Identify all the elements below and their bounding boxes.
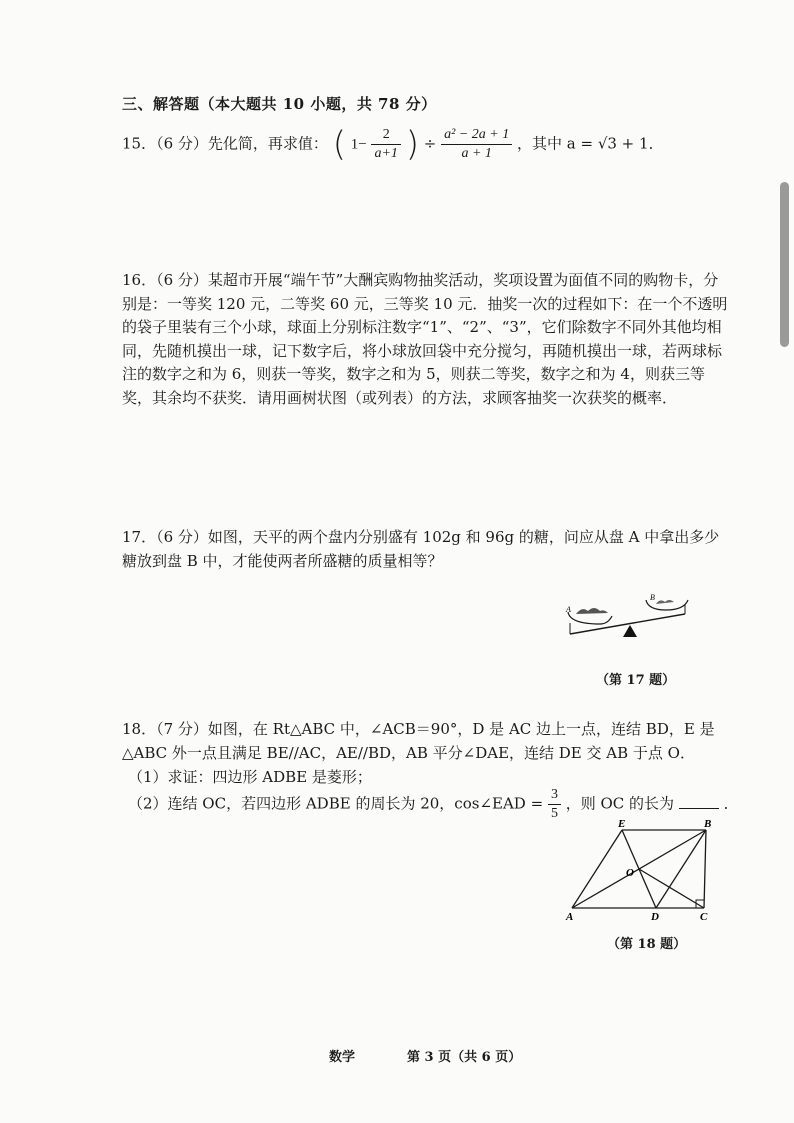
q18-part2-b: ，则 OC 的长为 (565, 794, 675, 813)
question-18-line-2: △ABC 外一点且满足 BE//AC，AE//BD，AB 平分∠DAE，连结 DE 交 AB 于点 O． (122, 744, 695, 762)
segment-bc (704, 830, 706, 908)
q15-f1-numerator: 2 (371, 126, 400, 145)
sugar-a (576, 608, 608, 614)
figure-18-caption: （第 18 题） (607, 937, 687, 952)
q15-f2-numerator: a² − 2a + 1 (441, 126, 512, 145)
q15-fraction-1 (371, 126, 400, 163)
q15-prefix: 15．（6 分）先化简，再求值： (122, 134, 328, 153)
label-e: E (618, 818, 626, 830)
q15-suffix: ，其中 a = √3 + 1． (517, 134, 664, 153)
q18-part2-end: ． (723, 794, 739, 813)
question-18-part-1: （1）求证：四边形 ADBE 是菱形； (128, 768, 372, 786)
balance-scale-figure (560, 590, 700, 650)
q15-f2-denominator: a + 1 (461, 146, 492, 161)
q15-fraction-2 (441, 126, 512, 163)
q15-f1-denominator: a+1 (374, 146, 398, 161)
label-b: B (650, 593, 655, 602)
label-a: A (566, 911, 574, 923)
q18-cos-den: 5 (550, 806, 558, 821)
q15-div: ÷ (423, 134, 437, 153)
rhombus-figure (560, 818, 720, 930)
label-a: A (566, 605, 571, 614)
footer-subject: 数学 (329, 1050, 356, 1065)
question-18-line-1: 18．（7 分）如图，在 Rt△ABC 中，∠ACB＝90°，D 是 AC 边上一点，连结 BD，E 是 (122, 720, 715, 738)
right-paren: ) (405, 124, 419, 165)
q18-cos-fraction (548, 786, 561, 823)
fulcrum (623, 625, 637, 637)
segment-oc (639, 869, 704, 908)
section-heading: 三、解答题（本大题共 10 小题，共 78 分） (122, 95, 437, 113)
label-d: D (651, 911, 659, 923)
q18-cos-num: 3 (548, 786, 561, 805)
question-15 (122, 126, 664, 163)
segment-ae (572, 830, 622, 908)
label-c: C (700, 911, 708, 923)
question-16: 16．（6 分）某超市开展“端午节”大酬宾购物抽奖活动，奖项设置为面值不同的购物卡，分别是：一等奖 120 元，二等奖 60 元，三等奖 10 元．抽奖一次的过程如下：在一个不透明的袋子里装有三个小球，球面上分别标注数字“1”、“2”、“3”，它们除数字不同外其他均相同，先随机摸出一球，记下数字后，将小球放回袋中充分搅匀，再随机摸出一球，若两球标注的数字之和为 6，则获一等奖，数字之和为 5，则获二等奖，数字之和为 4，则获三等奖，其余均不获奖．请用画树状图（或列表）的方法，求顾客抽奖一次获奖的概率． (122, 271, 728, 407)
q15-one: 1− (350, 136, 367, 153)
label-b: B (704, 818, 712, 830)
segment-db (656, 830, 706, 908)
sugar-b (656, 600, 674, 604)
left-paren: ( (332, 124, 346, 165)
q18-part2-a: （2）连结 OC，若四边形 ADBE 的周长为 20，cos∠EAD = (128, 794, 544, 813)
footer-page-number: 第 3 页（共 6 页） (407, 1050, 522, 1065)
figure-17-caption: （第 17 题） (596, 673, 676, 688)
question-17-line-2: 糖放到盘 B 中，才能使两者所盛糖的质量相等？ (122, 552, 443, 570)
pan-a (568, 612, 612, 624)
scrollbar-thumb[interactable] (780, 182, 789, 347)
question-17-line-1: 17．（6 分）如图，天平的两个盘内分别盛有 102g 和 96g 的糖，问应从盘 A 中拿出多少 (122, 528, 720, 546)
answer-blank[interactable] (679, 794, 719, 809)
label-o: O (626, 867, 634, 879)
